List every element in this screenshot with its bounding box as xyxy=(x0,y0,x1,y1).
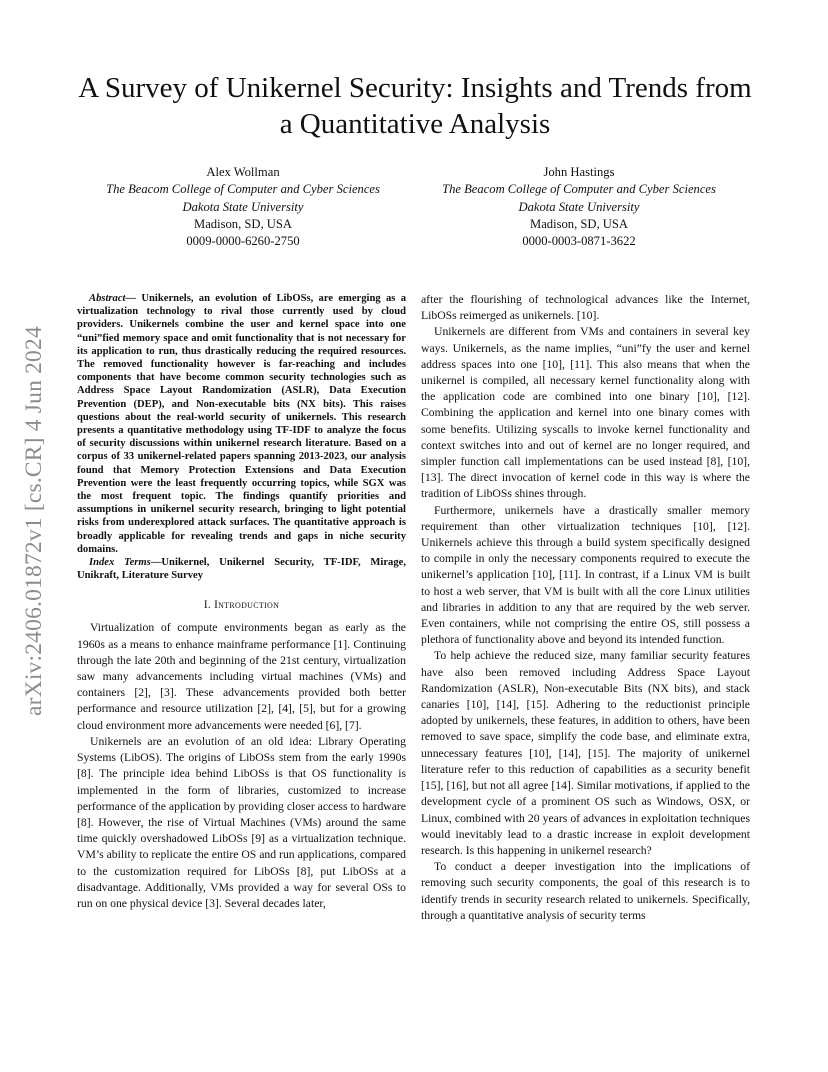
body-paragraph: Unikernels are an evolution of an old idea: Library Operating Systems (LibOS). The origins of LibOSs stem from the early 1990s [8]. The principle idea behind LibOSs is that OS functionality is implemented in the form of libraries, customized to increase performance of the application by providing closer access to hardware [8]. However, the rise of Virtual Machines (VMs) around the same time quickly overshadowed LibOSs [9] as a virtualization technique. VM’s ability to replicate the entire OS and run applications, compared to the customization required for LibOSs [8], put LibOSs at a disadvantage. Additionally, VMs provided a way for several OSs to run on one physical device [3]. Several decades later, xyxy=(77,734,406,910)
author-name: Alex Wollman xyxy=(206,165,280,179)
author-institution: Dakota State University xyxy=(518,199,640,214)
author-institution: Dakota State University xyxy=(182,199,304,214)
author-affiliation: The Beacom College of Computer and Cyber Sciences xyxy=(106,182,380,197)
author-orcid: 0000-0003-0871-3622 xyxy=(522,234,636,249)
index-terms-label: Index Terms xyxy=(89,557,151,569)
body-paragraph-continuation: after the flourishing of technological advances like the Internet, LibOSs reimerged as unikernels. [10]. xyxy=(421,293,750,323)
paper-title: A Survey of Unikernel Security: Insights and Trends from a Quantitative Analysis xyxy=(78,72,752,140)
author-affiliation: The Beacom College of Computer and Cyber Sciences xyxy=(442,182,716,197)
body-paragraph: Virtualization of compute environments began as early as the 1960s as a means to enhance mainframe performance [1]. Continuing through the late 20th and beginning of the 21st century, virtualization saw many advancements including virtual machines (VMs) and containers [2], [3]. These advancements provided both better performance and resource utilization [2], [4], [5], but for a growing cloud environment more advancements were needed [6], [7]. xyxy=(77,621,406,732)
left-column xyxy=(77,292,406,912)
body-paragraph: Furthermore, unikernels have a drastically smaller memory requirement than other virtualization techniques [10], [12]. Unikernels achieve this through a build system specifically designed to compile in only the necessary components required to execute the unikernel’s application [10], [11]. In contrast, if a Linux VM is built to host a web server, that VM is built with all the core Linux utilities and libraries in addition to any that are required by the web server. Even containers, while not comprising the entire OS, still possess a plethora of functionality above and beyond its intended function. xyxy=(421,503,750,647)
arxiv-identifier: arXiv:2406.01872v1 [cs.CR] 4 Jun 2024 xyxy=(21,326,47,716)
author-location: Madison, SD, USA xyxy=(194,216,292,231)
body-paragraph: To help achieve the reduced size, many familiar security features have also been removed including Address Space Layout Randomization (ASLR), Non-executable Bits (NX bits), and stack canaries [10], [14], [15]. Adhering to the reductionist principle adopted by unikernels, these features, in addition to others, have been removed to save space, simplify the code base, and eliminate extra, unnecessary features [10], [14], [15]. The majority of unikernel literature refer to this reduction of capabilities as a security benefit [15], [16], but not all agree [14]. Similar motivations, if applied to the development cycle of a prominent OS such as Windows, OSX, or Linux, combined with 20 years of advances in exploitation techniques would inevitably lead to a drastic increase in exploit development research. Is this happening in unikernel research? xyxy=(421,649,750,857)
right-column xyxy=(421,292,750,924)
index-terms-text: —Unikernel, Unikernel Security, TF-IDF, Mirage, Unikraft, Literature Survey xyxy=(77,557,406,582)
body-paragraph: Unikernels are different from VMs and containers in several key ways. Unikernels, as the name implies, “uni”fy the user and kernel address spaces into one [10], [11]. This also means that when the unikernel is compiled, all necessary kernel functionality along with the application code are combined into one binary [10], [12]. Combining the application and kernel into one binary comes with some benefits. Utilizing syscalls to invoke kernel functionality and context switches into and out of kernel are no longer required, and simpler function call implementations can be used instead [8], [10], [13]. The direct invocation of kernel code in this way is where the tradition of LibOSs shines through. xyxy=(421,325,750,501)
section-heading xyxy=(77,598,406,612)
author-block-2 xyxy=(414,164,744,250)
abstract xyxy=(77,292,406,556)
section-title: Introduction xyxy=(214,599,280,612)
section-numeral: I. xyxy=(203,599,215,612)
author-orcid: 0009-0000-6260-2750 xyxy=(186,234,300,249)
index-terms xyxy=(77,556,406,582)
author-name: John Hastings xyxy=(543,165,615,179)
author-block-1 xyxy=(78,164,408,250)
body-paragraph: To conduct a deeper investigation into the implications of removing such security components, the goal of this research is to identify trends in security research related to unikernels. Specifically, through a quantitative analysis of security terms xyxy=(421,860,750,922)
abstract-text: Unikernels, an evolution of LibOSs, are emerging as a virtualization technology to rival those currently used by cloud providers. Unikernels combine the user and kernel space into one “uni”fied memory space and omit functionality that is not necessary for its application to run, thus drastically reducing the required resources. The removed functionality however is far-reaching and includes components that have become common security technologies such as Address Space Layout Randomization (ASLR), Data Execution Prevention (DEP), and Non-executable bits (NX bits). This raises questions about the real-world security of unikernels. This research presents a quantitative methodology using TF-IDF to analyze the focus of security discussions within unikernel research literature. Based on a corpus of 33 unikernel-related papers spanning 2013-2023, our analysis found that Memory Protection Extensions and Data Execution Prevention were the least frequently occurring topics, while SGX was the most frequent topic. The findings quantify priorities and assumptions in unikernel security research, bringing to light potential risks from underexplored attack surfaces. The quantitative approach is broadly applicable for revealing trends and gaps in niche security domains. xyxy=(77,293,406,555)
abstract-label: Abstract— xyxy=(89,293,137,304)
author-location: Madison, SD, USA xyxy=(530,216,628,231)
